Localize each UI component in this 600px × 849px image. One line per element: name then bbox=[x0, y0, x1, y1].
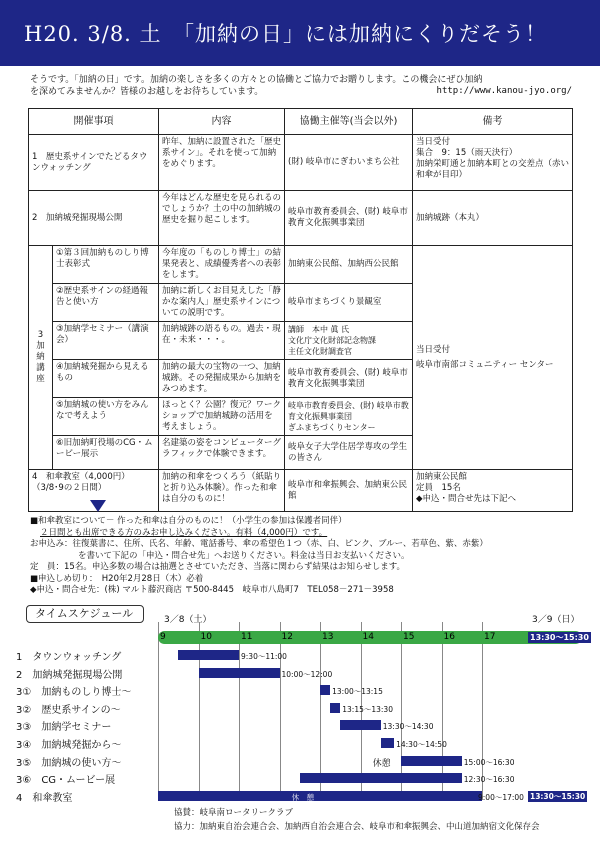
schedule-time-label: 13:15〜13:30 bbox=[342, 704, 393, 714]
lecture-note bbox=[413, 246, 573, 470]
note-line: 定 員：15名。申込多数の場合は抽選とさせていただき、当落に関わらず結果はお知らせします。 bbox=[30, 562, 406, 572]
lecture-title: ⑤加納城の使い方をみんなで考えよう bbox=[53, 398, 159, 436]
hour-label: 12 bbox=[281, 632, 293, 642]
table-row bbox=[29, 470, 573, 512]
schedule-row-label: 4 和傘教室 bbox=[16, 792, 73, 804]
event-note: 加納東公民館 定員 15名 ◆申込・問合せ先は下記へ bbox=[413, 470, 573, 512]
lecture-content: ほっとく？公園？復元？ワークショップで加納城跡の活用を考えましょう。 bbox=[159, 398, 285, 436]
grid-line bbox=[239, 622, 240, 800]
lecture-org: 加納東公民館、加納西公民館 bbox=[285, 246, 413, 284]
hour-label: 15 bbox=[403, 632, 415, 642]
event-table bbox=[28, 108, 573, 512]
hour-label: 10 bbox=[200, 632, 212, 642]
hour-label: 11 bbox=[241, 632, 253, 642]
lecture-org: 岐阜市教育委員会、(財) 岐阜市教育文化振興事業団 bbox=[285, 360, 413, 398]
schedule-row-label: 3⑤ 加納城の使い方〜 bbox=[16, 757, 122, 769]
down-arrow-icon bbox=[90, 500, 106, 512]
note-line: ■申込しめ切り： H20年2月28日（木）必着 bbox=[30, 573, 204, 584]
schedule-row-label: 1 タウンウォッチング bbox=[16, 652, 122, 663]
lecture-org: 講師 本中 眞 氏 文化庁文化財部記念物課 主任文化財調査官 bbox=[285, 322, 413, 360]
event-content: 今年はどんな歴史を見られるのでしょうか？土の中の加納城の歴史を掘り起こします。 bbox=[159, 191, 285, 246]
grid-line bbox=[280, 622, 281, 800]
event-content: 昨年、加納に設置された「歴史系サイン」。それを使って加納をめぐります。 bbox=[159, 135, 285, 191]
rest-label: 休憩 bbox=[372, 758, 391, 769]
hour-label: 17 bbox=[484, 632, 496, 642]
hour-label: 9 bbox=[160, 632, 166, 642]
schedule-time-label: 9:00〜17:00 bbox=[478, 792, 524, 802]
schedule-time-label: 12:30〜16:30 bbox=[463, 775, 515, 785]
intro-line-2: を深めてみませんか？皆様のお越しをお待ちしています。 bbox=[30, 87, 264, 97]
lecture-content: 名建築の姿をコンピューターグラフィックで体験できます。 bbox=[159, 436, 285, 470]
lecture-content: 加納に新しくお目見えした「静かな案内人」歴史系サインについての説明です。 bbox=[159, 284, 285, 322]
lecture-content: 加納の最大の宝物の一つ、加納城跡。その発掘成果から加納をみつめます。 bbox=[159, 360, 285, 398]
schedule-bar bbox=[320, 685, 330, 695]
schedule-bar bbox=[199, 668, 280, 678]
lecture-title: ①第３回加納ものしり博士表彰式 bbox=[53, 246, 159, 284]
event-name: 2 加納城発掘現場公開 bbox=[29, 191, 159, 246]
schedule-row-label: 2 加納城発掘現場公開 bbox=[16, 669, 123, 681]
table-row bbox=[29, 135, 573, 191]
lecture-org: 岐阜市まちづくり景観室 bbox=[285, 284, 413, 322]
event-content: 加納の和傘をつくろう（紙貼りと折り込み体験）。作った和傘は自分のものに！ bbox=[159, 470, 285, 512]
schedule-time-label: 10:00〜12:00 bbox=[281, 669, 333, 679]
event-note: 加納城跡（本丸） bbox=[413, 191, 573, 246]
header-banner bbox=[0, 0, 600, 66]
intro-line-1: そうです。「加納の日」です。加納の楽しさを多くの方々との協働とご協力でお贈りします。この機会にぜひ加納 bbox=[30, 75, 483, 85]
schedule-day-1: 3／8（土） bbox=[164, 615, 212, 625]
lecture-title: ⑥旧加納町役場のCG・ムービー展示 bbox=[53, 436, 159, 470]
lecture-title: ②歴史系サインの経過報告と使い方 bbox=[53, 284, 159, 322]
lecture-venue: 岐阜市南部コミュニティー センター bbox=[416, 359, 554, 370]
sponsor-line: 協賛：岐阜南ロータリークラブ bbox=[174, 808, 294, 818]
header-note: 備考 bbox=[413, 109, 573, 135]
lecture-org: 岐阜女子大学住居学専攻の学生の皆さん bbox=[285, 436, 413, 470]
table-row bbox=[29, 246, 573, 284]
schedule-day-2: 3／9（日） bbox=[532, 615, 580, 625]
schedule-bar bbox=[381, 738, 394, 748]
note-line: ◆申込・問合せ先：(株) マルト藤沢商店 〒500-8445 岐阜市八島町7 TEL058－271－3958 bbox=[30, 585, 394, 595]
schedule-title: タイムスケジュール bbox=[26, 605, 144, 623]
day2-time-label: 13:30〜15:30 bbox=[530, 633, 589, 642]
grid-line bbox=[199, 622, 200, 800]
page-title: H20. 3/8. 土 「加納の日」には加納にくりだそう！ bbox=[24, 22, 548, 46]
umbrella-class-title: 4 和傘教室（4,000円） bbox=[32, 472, 130, 482]
rest-label-umbrella: 休 憩 bbox=[291, 792, 315, 802]
schedule-bar bbox=[340, 720, 381, 730]
schedule-bar bbox=[330, 703, 340, 713]
note-line: ２日間とも出席できる方のみお申し込みください。有料（4,000円）です。 bbox=[40, 527, 328, 538]
header-content: 内容 bbox=[159, 109, 285, 135]
umbrella-class-notes bbox=[30, 516, 590, 597]
event-org: (財) 岐阜市にぎわいまち公社 bbox=[285, 135, 413, 191]
schedule-time-label: 14:30〜14:50 bbox=[396, 740, 447, 749]
lecture-content: 今年度の「ものしり博士」の結果発表と、成績優秀者への表彰をします。 bbox=[159, 246, 285, 284]
grid-line bbox=[158, 622, 159, 800]
schedule-bar bbox=[401, 756, 462, 766]
hour-label: 16 bbox=[443, 632, 455, 642]
schedule-time-label: 13:30〜14:30 bbox=[382, 722, 434, 732]
hour-label: 14 bbox=[362, 632, 374, 642]
day2-umbrella-time: 13:30〜15:30 bbox=[530, 791, 586, 801]
schedule-row-label: 3③ 加納学セミナー bbox=[16, 722, 112, 734]
umbrella-class-days: （3/8･9の２日間） bbox=[32, 483, 107, 493]
note-line: ■和傘教室について－ 作った和傘は自分のものに！（小学生の参加は保護者同伴） bbox=[30, 516, 347, 526]
lecture-title: ③加納学セミナー（講演会） bbox=[53, 322, 159, 360]
header-event: 開催事項 bbox=[29, 109, 159, 135]
schedule-time-label: 13:00〜13:15 bbox=[332, 687, 383, 697]
hour-label: 13 bbox=[322, 632, 334, 642]
website-url[interactable]: http://www.kanou-jyo.org/ bbox=[436, 86, 572, 96]
note-line: お申込み：往復葉書に、住所、氏名、年齢、電話番号、傘の希望色１つ（赤、白、ピンク、ブルー、若草色、紫、赤紫） bbox=[30, 539, 488, 549]
lecture-note-text: 当日受付 bbox=[416, 344, 451, 355]
event-note: 当日受付 集合 9：15（雨天決行） 加納栄町通と加納本町との交差点（赤い和傘が目印） bbox=[413, 135, 573, 191]
schedule-row-label: 3⑥ CG・ムービー展 bbox=[16, 775, 116, 787]
lecture-label: 3 加 納 講 座 bbox=[29, 246, 53, 470]
schedule-row-label: 3② 歴史系サインの〜 bbox=[16, 704, 121, 716]
schedule-row-label: 3④ 加納城発掘から〜 bbox=[16, 740, 122, 751]
note-line: を書いて下記の「申込・問合せ先」へお送りください。料金は当日お支払いください。 bbox=[78, 550, 410, 561]
lecture-content: 加納城跡の語るもの。過去・現在・未来・・・。 bbox=[159, 322, 285, 360]
lecture-title: ④加納城発掘から見えるもの bbox=[53, 360, 159, 398]
schedule-bar bbox=[158, 791, 482, 801]
schedule-row-label: 3① 加納ものしり博士〜 bbox=[16, 687, 132, 699]
table-row bbox=[29, 191, 573, 246]
cooperation-line: 協力：加納東自治会連合会、加納西自治会連合会、岐阜市和傘振興会、中山道加納宿文化保存会 bbox=[174, 822, 540, 832]
lecture-org: 岐阜市教育委員会、(財) 岐阜市教育文化振興事業団 ぎふまちづくりセンター bbox=[285, 398, 413, 436]
schedule-time-label: 15:00〜16:30 bbox=[463, 757, 515, 767]
event-name: 1 歴史系サインでたどるタウンウォッチング bbox=[29, 135, 159, 191]
schedule-bar bbox=[300, 773, 462, 783]
event-org: 岐阜市和傘振興会、加納東公民館 bbox=[285, 470, 413, 512]
header-org: 協働主催等(当会以外) bbox=[285, 109, 413, 135]
schedule-time-label: 9:30〜11:00 bbox=[241, 652, 287, 661]
schedule-bar bbox=[178, 650, 239, 660]
event-org: 岐阜市教育委員会、(財) 岐阜市教育文化振興事業団 bbox=[285, 191, 413, 246]
